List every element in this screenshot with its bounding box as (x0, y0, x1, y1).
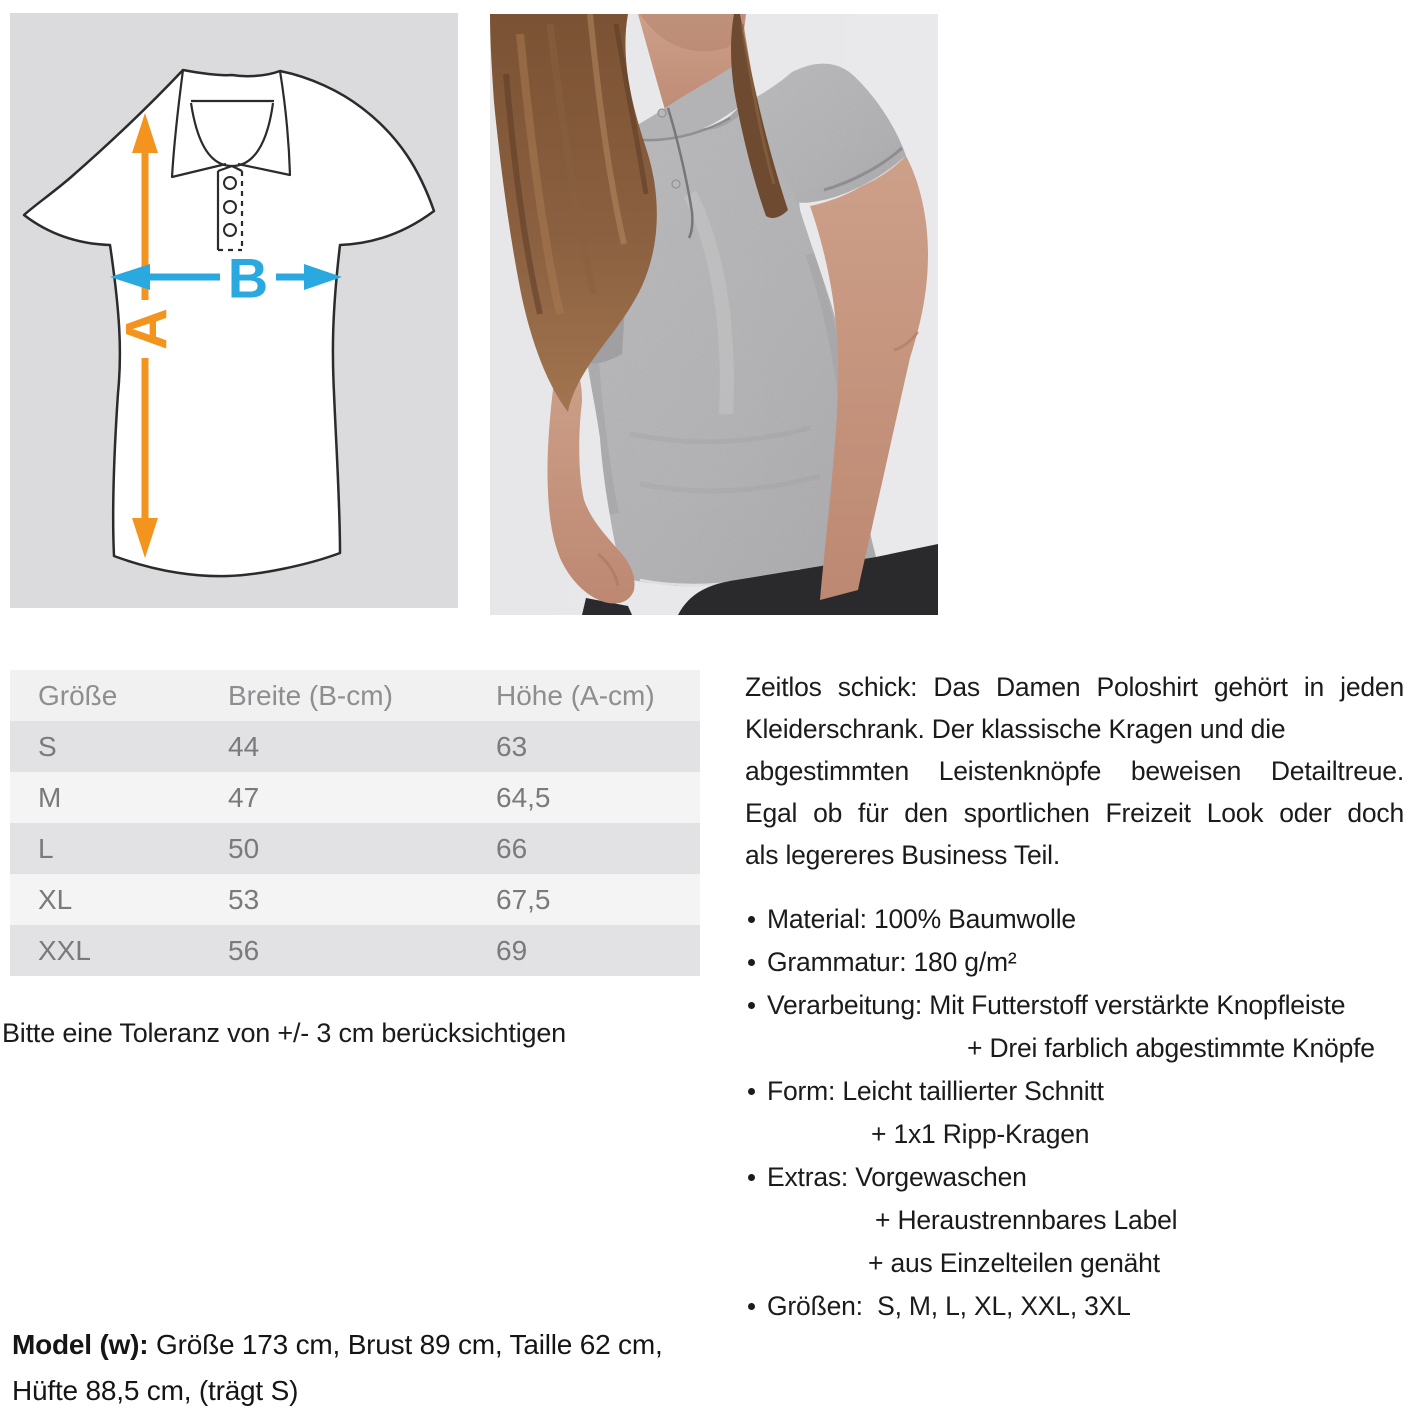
feature-item (745, 1156, 1413, 1199)
table-row-cell: XL (38, 883, 73, 915)
table-row (10, 874, 700, 925)
model-info-label: Model (w): (12, 1329, 149, 1360)
label-a: A (114, 308, 180, 350)
label-b: B (227, 246, 269, 310)
model-photo-illustration (490, 14, 938, 615)
table-row-cell: 44 (228, 730, 260, 762)
table-header-row-cell: Höhe (A-cm) (496, 679, 655, 711)
feature-text: Grammatur: 180 g/m² (767, 947, 1017, 977)
size-diagram (10, 13, 458, 608)
feature-text: + Heraustrennbares Label (875, 1205, 1178, 1235)
table-row (10, 721, 700, 772)
bullet-icon (748, 959, 755, 966)
buttons (224, 177, 236, 236)
table-row (10, 772, 700, 823)
polo-outline (24, 70, 434, 576)
model-info-line1: Größe 173 cm, Brust 89 cm, Taille 62 cm, (148, 1329, 663, 1360)
bullet-icon (748, 1174, 755, 1181)
feature-text: + Drei farblich abgestimmte Knöpfe (967, 1033, 1375, 1063)
table-row-cell: 64,5 (496, 781, 551, 813)
table-row (10, 925, 700, 976)
photo-button (658, 109, 666, 117)
photo-button (672, 180, 680, 188)
product-description (745, 666, 1404, 876)
feature-item (745, 898, 1413, 941)
description-line: Kleiderschrank. Der klassische Kragen und die (745, 714, 1286, 744)
table-row-cell: 53 (228, 883, 260, 915)
feature-text: Extras: Vorgewaschen (767, 1162, 1027, 1192)
table-row-cell: L (38, 832, 54, 864)
feature-item (745, 1285, 1413, 1328)
feature-text: Verarbeitung: Mit Futterstoff verstärkte Knopfleiste (767, 990, 1346, 1020)
table-row-cell: XXL (38, 934, 91, 966)
table-row-cell: 63 (496, 730, 528, 762)
table-row-cell: 67,5 (496, 883, 551, 915)
table-row-cell: 50 (228, 832, 260, 864)
feature-item (853, 1199, 1413, 1242)
feature-item (745, 1070, 1413, 1113)
bullet-icon (748, 1088, 755, 1095)
table-header-row-cell: Breite (B-cm) (228, 679, 393, 711)
feature-list (745, 898, 1413, 1328)
table-row-cell: 66 (496, 832, 528, 864)
feature-item (745, 984, 1413, 1027)
description-line: als legereres Business Teil. (745, 840, 1061, 870)
description-line: Egal ob für den sportlichen Freizeit Look oder doch (745, 798, 1404, 828)
model-info (12, 1322, 732, 1414)
feature-text: + 1x1 Ripp-Kragen (871, 1119, 1090, 1149)
bullet-icon (748, 1002, 755, 1009)
feature-item (846, 1242, 1413, 1285)
feature-item (745, 941, 1413, 984)
feature-item (849, 1113, 1413, 1156)
table-header-row (10, 670, 700, 721)
tolerance-note: Bitte eine Toleranz von +/- 3 cm berücksichtigen (2, 1018, 566, 1048)
polo-measurement-illustration (10, 13, 458, 608)
bullet-icon (748, 1303, 755, 1310)
table-row-cell: S (38, 730, 57, 762)
feature-text: Material: 100% Baumwolle (767, 904, 1076, 934)
feature-text: Größen: S, M, L, XL, XXL, 3XL (767, 1291, 1131, 1321)
size-table (10, 670, 700, 976)
table-row-cell: 47 (228, 781, 260, 813)
table-row-cell: 56 (228, 934, 260, 966)
description-line: abgestimmten Leistenknöpfe beweisen Detailtreue. (745, 756, 1404, 786)
bullet-icon (748, 916, 755, 923)
description-line: Zeitlos schick: Das Damen Poloshirt gehört in jeden (745, 672, 1404, 702)
feature-text: Form: Leicht taillierter Schnitt (767, 1076, 1104, 1106)
product-photo (490, 14, 938, 615)
feature-text: + aus Einzelteilen genäht (868, 1248, 1160, 1278)
model-info-line2: Hüfte 88,5 cm, (trägt S) (12, 1375, 299, 1406)
feature-item (945, 1027, 1413, 1070)
table-row-cell: 69 (496, 934, 528, 966)
table-header-row-cell: Größe (38, 679, 118, 711)
table-row-cell: M (38, 781, 62, 813)
table-row (10, 823, 700, 874)
